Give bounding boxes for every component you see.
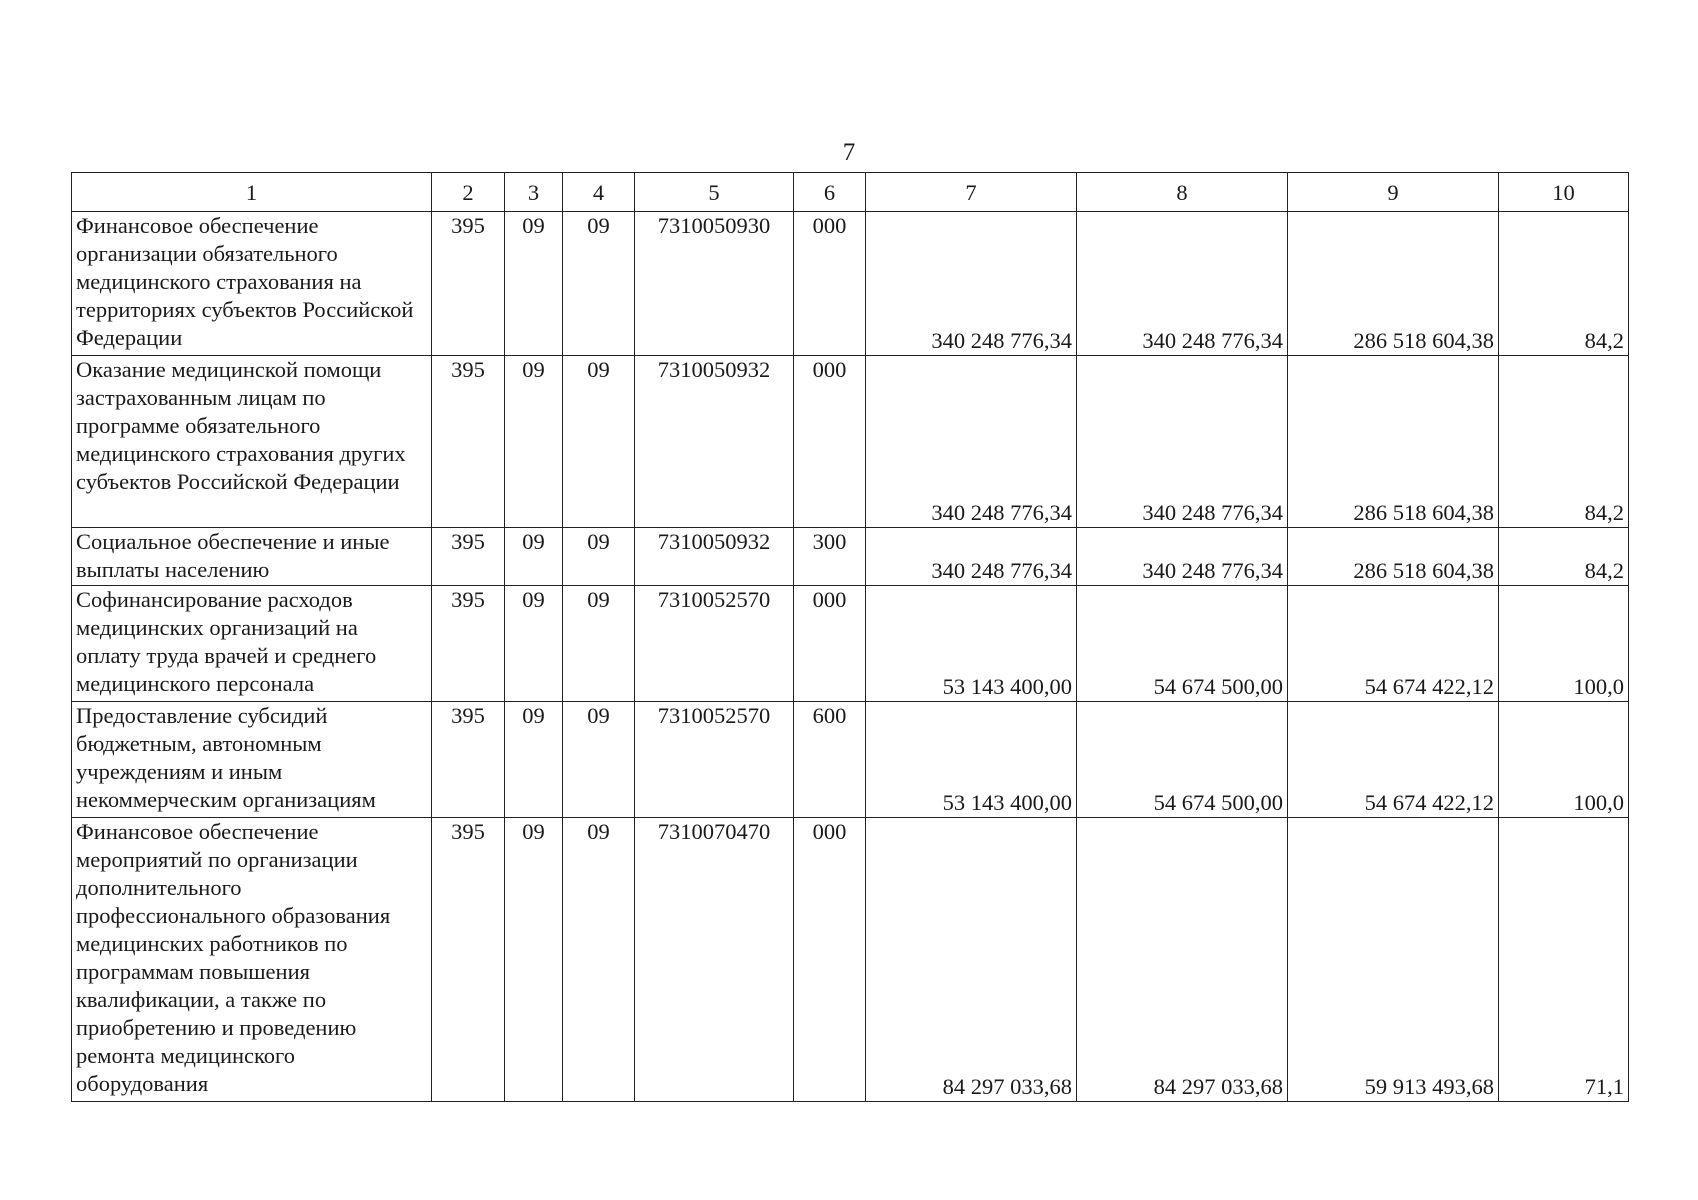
amount-col9: 54 674 422,12 xyxy=(1288,702,1499,818)
admin-code: 395 xyxy=(432,702,505,818)
header-cell: 7 xyxy=(866,173,1077,212)
expense-type-code: 000 xyxy=(794,818,866,1102)
target-code: 7310052570 xyxy=(635,702,794,818)
budget-table xyxy=(71,172,1629,1102)
amount-col9: 286 518 604,38 xyxy=(1288,528,1499,586)
admin-code: 395 xyxy=(432,818,505,1102)
admin-code: 395 xyxy=(432,212,505,356)
target-code: 7310052570 xyxy=(635,586,794,702)
header-cell: 8 xyxy=(1077,173,1288,212)
percent-col10: 84,2 xyxy=(1499,212,1629,356)
amount-col8: 340 248 776,34 xyxy=(1077,528,1288,586)
subsection-code: 09 xyxy=(563,356,635,528)
amount-col8: 84 297 033,68 xyxy=(1077,818,1288,1102)
section-code: 09 xyxy=(505,356,563,528)
amount-col7: 340 248 776,34 xyxy=(866,528,1077,586)
percent-col10: 84,2 xyxy=(1499,528,1629,586)
expense-type-code: 300 xyxy=(794,528,866,586)
subsection-code: 09 xyxy=(563,818,635,1102)
admin-code: 395 xyxy=(432,356,505,528)
amount-col8: 54 674 500,00 xyxy=(1077,702,1288,818)
table-row xyxy=(72,212,1629,356)
amount-col7: 340 248 776,34 xyxy=(866,212,1077,356)
header-cell: 1 xyxy=(72,173,432,212)
expense-type-code: 000 xyxy=(794,212,866,356)
table-row xyxy=(72,586,1629,702)
admin-code: 395 xyxy=(432,586,505,702)
expense-type-code: 600 xyxy=(794,702,866,818)
amount-col8: 54 674 500,00 xyxy=(1077,586,1288,702)
subsection-code: 09 xyxy=(563,586,635,702)
header-cell: 10 xyxy=(1499,173,1629,212)
expense-type-code: 000 xyxy=(794,356,866,528)
amount-col7: 84 297 033,68 xyxy=(866,818,1077,1102)
admin-code: 395 xyxy=(432,528,505,586)
target-code: 7310050930 xyxy=(635,212,794,356)
percent-col10: 84,2 xyxy=(1499,356,1629,528)
page-number: 7 xyxy=(842,139,856,166)
expense-type-code: 000 xyxy=(794,586,866,702)
row-name: Социальное обеспечение и иные выплаты населению xyxy=(72,528,432,586)
row-name: Финансовое обеспечение организации обязательного медицинского страхования на территориях субъектов Российской Федерации xyxy=(72,212,432,356)
subsection-code: 09 xyxy=(563,702,635,818)
section-code: 09 xyxy=(505,818,563,1102)
header-cell: 2 xyxy=(432,173,505,212)
amount-col7: 340 248 776,34 xyxy=(866,356,1077,528)
row-name: Предоставление субсидий бюджетным, автономным учреждениям и иным некоммерческим организациям xyxy=(72,702,432,818)
table-row xyxy=(72,818,1629,1102)
header-cell: 3 xyxy=(505,173,563,212)
amount-col7: 53 143 400,00 xyxy=(866,586,1077,702)
table-row xyxy=(72,528,1629,586)
amount-col9: 54 674 422,12 xyxy=(1288,586,1499,702)
section-code: 09 xyxy=(505,528,563,586)
header-cell: 4 xyxy=(563,173,635,212)
amount-col8: 340 248 776,34 xyxy=(1077,212,1288,356)
amount-col9: 59 913 493,68 xyxy=(1288,818,1499,1102)
header-cell: 9 xyxy=(1288,173,1499,212)
percent-col10: 71,1 xyxy=(1499,818,1629,1102)
amount-col9: 286 518 604,38 xyxy=(1288,212,1499,356)
section-code: 09 xyxy=(505,702,563,818)
target-code: 7310050932 xyxy=(635,528,794,586)
header-cell: 5 xyxy=(635,173,794,212)
row-name: Финансовое обеспечение мероприятий по организации дополнительного профессионального образования медицинских работников по программам повышения квалификации, а также по приобретению и проведению ремонта медицинского оборудования xyxy=(72,818,432,1102)
section-code: 09 xyxy=(505,212,563,356)
header-cell: 6 xyxy=(794,173,866,212)
table-row xyxy=(72,702,1629,818)
header-row xyxy=(72,173,1629,212)
section-code: 09 xyxy=(505,586,563,702)
percent-col10: 100,0 xyxy=(1499,702,1629,818)
amount-col8: 340 248 776,34 xyxy=(1077,356,1288,528)
row-name: Софинансирование расходов медицинских организаций на оплату труда врачей и среднего медицинского персонала xyxy=(72,586,432,702)
row-name: Оказание медицинской помощи застрахованным лицам по программе обязательного медицинского страхования других субъектов Российской Федерации xyxy=(72,356,432,528)
amount-col7: 53 143 400,00 xyxy=(866,702,1077,818)
target-code: 7310070470 xyxy=(635,818,794,1102)
amount-col9: 286 518 604,38 xyxy=(1288,356,1499,528)
percent-col10: 100,0 xyxy=(1499,586,1629,702)
target-code: 7310050932 xyxy=(635,356,794,528)
table-row xyxy=(72,356,1629,528)
subsection-code: 09 xyxy=(563,528,635,586)
subsection-code: 09 xyxy=(563,212,635,356)
